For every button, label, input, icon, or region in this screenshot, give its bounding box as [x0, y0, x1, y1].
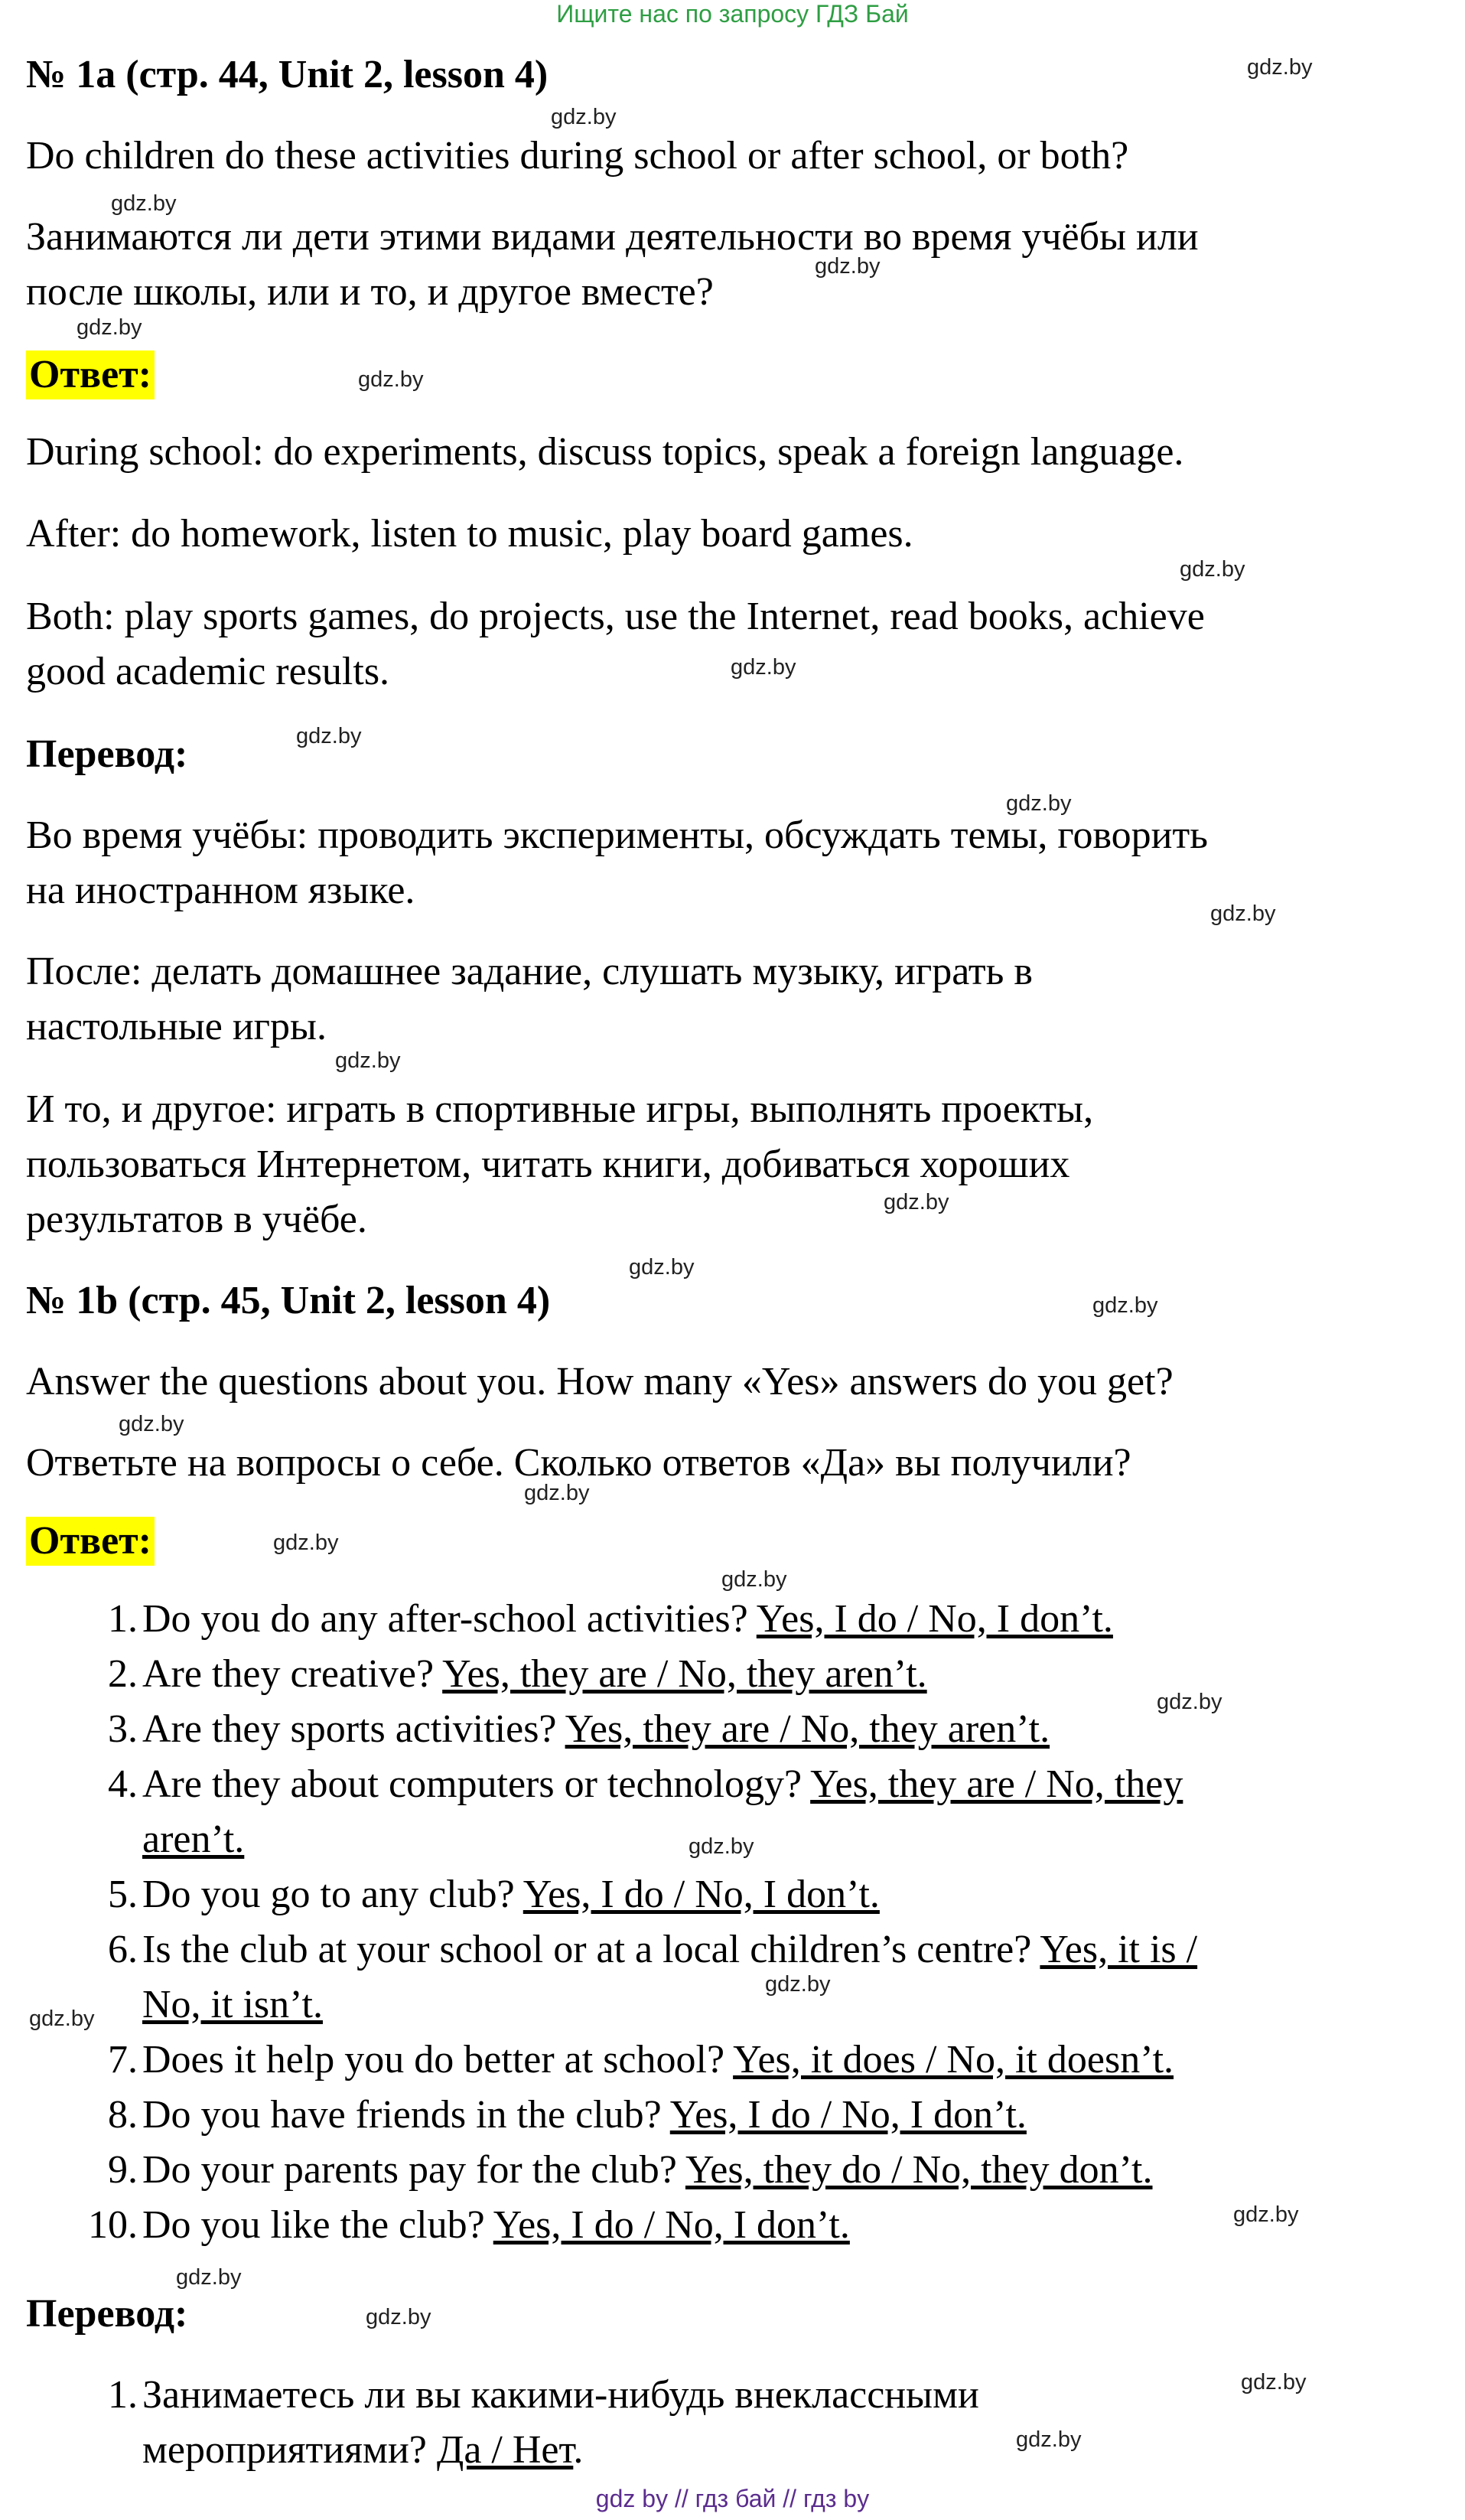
task-1b-question-en: Answer the questions about you. How many «Yes» answers do you get?: [26, 1360, 1174, 1403]
list-item-answer: Yes, they are / No, they: [810, 1762, 1183, 1806]
list-item-answer: Yes, I do / No, I don’t.: [756, 1597, 1113, 1641]
list-item-question: Are they sports activities?: [142, 1707, 565, 1751]
top-banner[interactable]: Ищите нас по запросу ГДЗ Бай: [556, 0, 909, 28]
task-1a-translation-2-line1: После: делать домашнее задание, слушать музыку, играть в: [26, 950, 1033, 993]
watermark: gdz.by: [1006, 791, 1072, 816]
list-item-question: Are they about computers or technology?: [142, 1762, 811, 1806]
list-item-number: 8.: [108, 2093, 138, 2137]
watermark: gdz.by: [296, 724, 362, 748]
watermark: gdz.by: [815, 254, 881, 279]
task-1b-answer-label: Ответ:: [26, 1517, 155, 1566]
list-item-number: 2.: [108, 1652, 138, 1696]
list-item-number: 5.: [108, 1873, 138, 1916]
watermark: gdz.by: [77, 315, 142, 340]
watermark: gdz.by: [1157, 1690, 1222, 1714]
watermark: gdz.by: [366, 2305, 431, 2329]
watermark: gdz.by: [524, 1481, 590, 1505]
list-item-number: 6.: [108, 1928, 138, 1971]
task-1a-title: № 1a (стр. 44, Unit 2, lesson 4): [26, 53, 549, 96]
list-item-number: 1.: [108, 2373, 138, 2417]
list-item-answer: Yes, I do / No, I don’t.: [523, 1873, 880, 1916]
task-1a-translation-2-line2: настольные игры.: [26, 1005, 327, 1048]
task-1b-translation-label: Перевод:: [26, 2292, 188, 2336]
watermark: gdz.by: [29, 2007, 95, 2031]
list-item-answer: Да / Нет: [436, 2428, 574, 2472]
task-1a-question-en: Do children do these activities during school or after school, or both?: [26, 134, 1129, 178]
task-1b-question-ru: Ответьте на вопросы о себе. Сколько ответов «Да» вы получили?: [26, 1441, 1131, 1485]
list-item-number: 9.: [108, 2148, 138, 2192]
list-item-question: Do you do any after-school activities?: [142, 1597, 757, 1641]
watermark: gdz.by: [721, 1567, 787, 1592]
footer-links[interactable]: gdz by // гдз бай // гдз by: [595, 2485, 870, 2512]
list-item-question: Is the club at your school or at a local children’s centre?: [142, 1928, 1040, 1971]
list-item-question: Занимаетесь ли вы какими-нибудь внеклассными: [142, 2373, 979, 2417]
task-1a-translation-3-line1: И то, и другое: играть в спортивные игры, выполнять проекты,: [26, 1087, 1094, 1131]
task-1a-answer-3-line2: good academic results.: [26, 650, 390, 693]
task-1a-question-ru-line1: Занимаются ли дети этими видами деятельности во время учёбы или: [26, 215, 1199, 259]
task-1a-translation-3-line2: пользоваться Интернетом, читать книги, добиваться хороших: [26, 1143, 1070, 1186]
list-item-number: 4.: [108, 1762, 138, 1806]
watermark: gdz.by: [1247, 55, 1313, 80]
list-item-question: Do you go to any club?: [142, 1873, 523, 1916]
task-1a-question-ru-line2: после школы, или и то, и другое вместе?: [26, 270, 714, 314]
task-1a-translation-1-line2: на иностранном языке.: [26, 869, 415, 912]
watermark: gdz.by: [884, 1190, 949, 1214]
watermark: gdz.by: [176, 2265, 242, 2290]
task-1a-translation-1-line1: Во время учёбы: проводить эксперименты, обсуждать темы, говорить: [26, 813, 1208, 857]
list-item-answer-continued: aren’t.: [142, 1817, 245, 1861]
list-item-answer: Yes, it does / No, it doesn’t.: [733, 2038, 1174, 2082]
list-item-question: Do you have friends in the club?: [142, 2093, 670, 2137]
list-item-question: Does it help you do better at school?: [142, 2038, 734, 2082]
watermark: gdz.by: [551, 105, 617, 129]
watermark: gdz.by: [689, 1834, 754, 1859]
list-item-answer: Yes, they do / No, they don’t.: [685, 2148, 1153, 2192]
task-1a-answer-2: After: do homework, listen to music, play board games.: [26, 512, 913, 556]
list-item-question: Do your parents pay for the club?: [142, 2148, 685, 2192]
list-item-answer: Yes, it is /: [1040, 1928, 1198, 1971]
watermark: gdz.by: [1233, 2202, 1299, 2227]
watermark: gdz.by: [335, 1048, 401, 1073]
watermark: gdz.by: [629, 1255, 695, 1280]
list-item-answer: Yes, they are / No, they aren’t.: [565, 1707, 1050, 1751]
watermark: gdz.by: [765, 1972, 831, 1997]
watermark: gdz.by: [1180, 557, 1245, 582]
watermark: gdz.by: [273, 1531, 339, 1555]
watermark: gdz.by: [119, 1412, 184, 1436]
watermark: gdz.by: [358, 367, 424, 392]
list-item-number: 10.: [88, 2203, 138, 2247]
watermark: gdz.by: [111, 191, 177, 216]
watermark: gdz.by: [1241, 2370, 1307, 2394]
list-item-period: .: [573, 2428, 584, 2472]
list-item-answer: Yes, they are / No, they aren’t.: [442, 1652, 927, 1696]
watermark: gdz.by: [731, 655, 796, 680]
list-item-question-continued: мероприятиями?: [142, 2428, 437, 2472]
list-item-number: 3.: [108, 1707, 138, 1751]
list-item-question: Do you like the club?: [142, 2203, 493, 2247]
task-1a-answer-1: During school: do experiments, discuss topics, speak a foreign language.: [26, 430, 1184, 474]
watermark: gdz.by: [1092, 1293, 1158, 1318]
list-item-answer: Yes, I do / No, I don’t.: [669, 2093, 1027, 2137]
list-item-number: 7.: [108, 2038, 138, 2082]
task-1a-translation-3-line3: результатов в учёбе.: [26, 1198, 367, 1241]
task-1a-translation-label: Перевод:: [26, 732, 188, 776]
list-item-number: 1.: [108, 1597, 138, 1641]
watermark: gdz.by: [1210, 901, 1276, 926]
list-item-answer: Yes, I do / No, I don’t.: [493, 2203, 850, 2247]
list-item-question: Are they creative?: [142, 1652, 443, 1696]
task-1a-answer-label: Ответ:: [26, 350, 155, 399]
task-1a-answer-3-line1: Both: play sports games, do projects, use the Internet, read books, achieve: [26, 595, 1205, 638]
task-1b-title: № 1b (стр. 45, Unit 2, lesson 4): [26, 1279, 551, 1322]
list-item-answer-continued: No, it isn’t.: [142, 1983, 323, 2026]
watermark: gdz.by: [1016, 2427, 1082, 2452]
